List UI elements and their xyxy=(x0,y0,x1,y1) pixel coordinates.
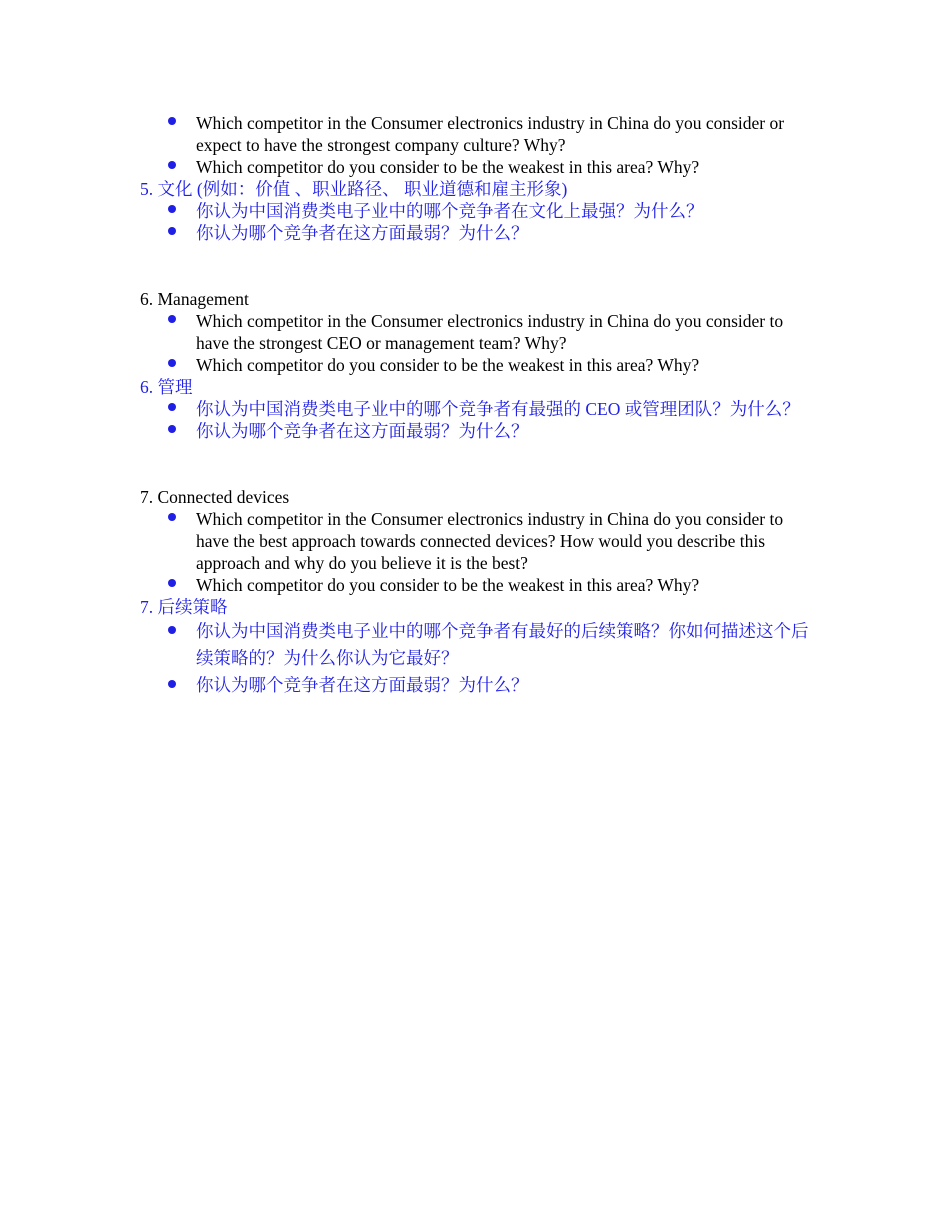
section-5-chinese-heading: 5. 文化 (例如：价值 、职业路径、 职业道德和雇主形象) xyxy=(140,179,568,199)
section-6-english-heading: 6. Management xyxy=(140,289,249,309)
document-page xyxy=(140,112,820,699)
section-spacer xyxy=(140,244,820,288)
question-item: Which competitor in the Consumer electronics industry in China do you consider to have the strongest CEO or management team? Why? xyxy=(196,310,820,354)
question-item: 你认为中国消费类电子业中的哪个竞争者有最好的后续策略？你如何描述这个后续策略的？为什么你认为它最好？ xyxy=(196,618,820,672)
section-7-english-questions xyxy=(140,508,820,596)
question-item: Which competitor in the Consumer electronics industry in China do you consider or expect to have the strongest company culture? Why? xyxy=(196,112,820,156)
section-5-chinese-questions xyxy=(140,200,820,244)
question-item: 你认为中国消费类电子业中的哪个竞争者在文化上最强？为什么？ xyxy=(196,200,820,222)
question-item: 你认为哪个竞争者在这方面最弱？为什么？ xyxy=(196,672,820,699)
section-6-chinese-questions xyxy=(140,398,820,442)
section-7-chinese-questions xyxy=(140,618,820,699)
question-item: Which competitor do you consider to be the weakest in this area? Why? xyxy=(196,354,820,376)
question-item: 你认为哪个竞争者在这方面最弱？为什么？ xyxy=(196,420,820,442)
section-6-english-questions xyxy=(140,310,820,376)
section-5-english-questions xyxy=(140,112,820,178)
section-7-english-heading: 7. Connected devices xyxy=(140,487,290,507)
section-6-chinese-heading: 6. 管理 xyxy=(140,377,193,397)
question-item: Which competitor do you consider to be the weakest in this area? Why? xyxy=(196,574,820,596)
section-spacer xyxy=(140,442,820,486)
question-item: Which competitor do you consider to be the weakest in this area? Why? xyxy=(196,156,820,178)
question-item: 你认为中国消费类电子业中的哪个竞争者有最强的 CEO 或管理团队？为什么？ xyxy=(196,398,820,420)
question-item: 你认为哪个竞争者在这方面最弱？为什么？ xyxy=(196,222,820,244)
question-item: Which competitor in the Consumer electronics industry in China do you consider to have the best approach towards connected devices? How would you describe this approach and why do you believe it is the best? xyxy=(196,508,820,574)
section-7-chinese-heading: 7. 后续策略 xyxy=(140,597,228,617)
